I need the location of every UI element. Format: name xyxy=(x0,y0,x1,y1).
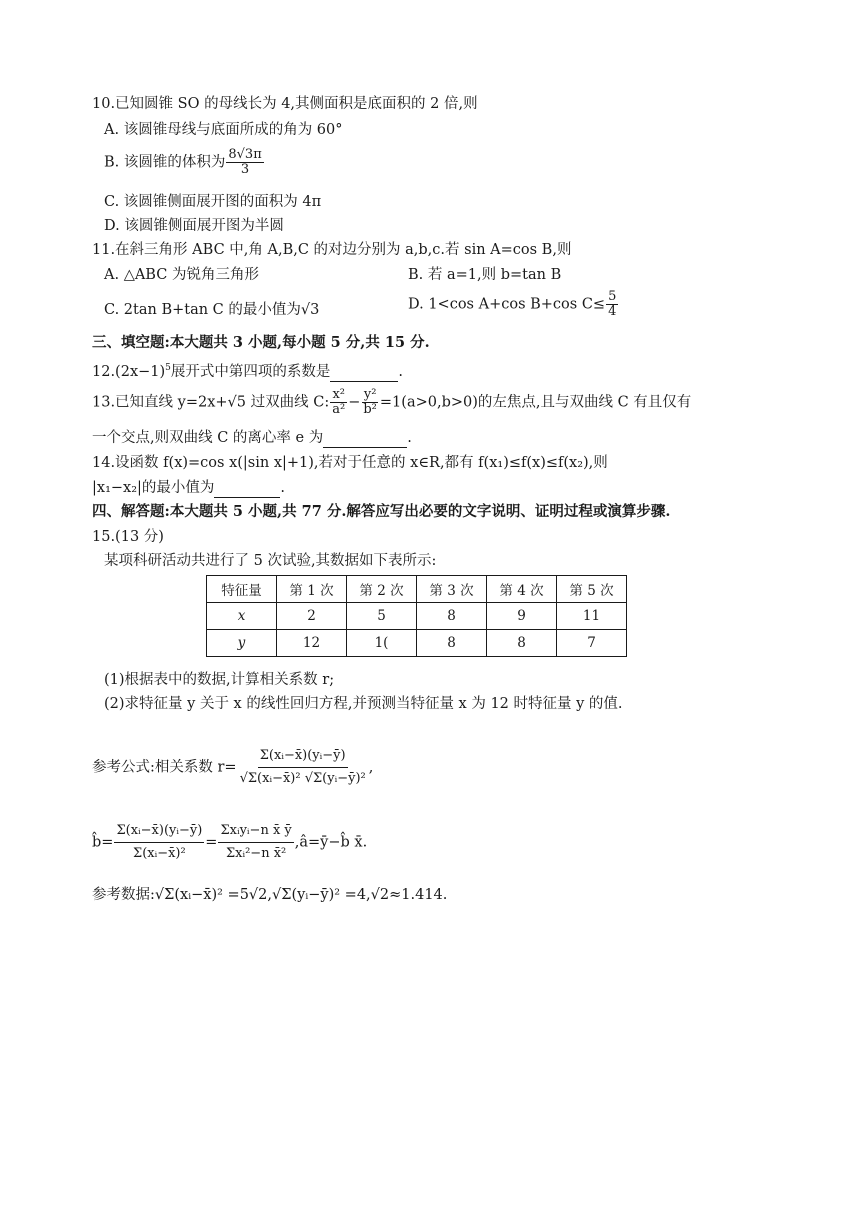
table-cell: 1( xyxy=(347,630,417,657)
q15-intro: 某项科研活动共进行了 5 次试验,其数据如下表所示: xyxy=(104,553,437,569)
table-header-cell: 特征量 xyxy=(207,576,277,603)
table-cell: 2 xyxy=(277,603,347,630)
table-row xyxy=(207,630,627,657)
fraction-numerator: 8√3π xyxy=(228,147,262,162)
q13-text-1: 13.已知直线 y=2x+√5 过双曲线 C: xyxy=(92,394,330,411)
section-4-heading: 四、解答题:本大题共 5 小题,共 77 分.解答应写出必要的文字说明、证明过程或演算步骤. xyxy=(92,503,671,520)
fraction-numerator: Σ(xᵢ−x̄)(yᵢ−ȳ) xyxy=(114,820,204,843)
equals-sign: = xyxy=(205,834,218,851)
table-cell: 12 xyxy=(277,630,347,657)
correlation-fraction xyxy=(238,745,368,790)
q10-option-c: C. 该圆锥侧面展开图的面积为 4π xyxy=(104,194,322,210)
table-header-cell: 第 3 次 xyxy=(417,576,487,603)
table-header-cell: 第 2 次 xyxy=(347,576,417,603)
table-header-cell: 第 5 次 xyxy=(557,576,627,603)
q13-text-2: =1(a>0,b>0)的左焦点,且与双曲线 C 有且仅有 xyxy=(379,394,692,411)
fraction-numerator: 5 xyxy=(608,289,617,304)
table-header-row xyxy=(207,576,627,603)
reference-data-label: 参考数据: xyxy=(92,887,155,903)
table-cell: 8 xyxy=(417,630,487,657)
q13-line1 xyxy=(92,388,691,417)
q14-period: . xyxy=(280,480,286,496)
b-hat-label: b̂= xyxy=(92,834,114,851)
fraction-denominator: 3 xyxy=(240,162,250,177)
section-3-heading: 三、填空题:本大题共 3 小题,每小题 5 分,共 15 分. xyxy=(92,334,430,351)
table-cell: 7 xyxy=(557,630,627,657)
q13-period: . xyxy=(407,430,412,446)
a-hat-formula: ,â=ȳ−b̂ x̄. xyxy=(294,834,368,851)
fraction-denominator: √Σ(xᵢ−x̄)² √Σ(yᵢ−ȳ)² xyxy=(239,771,366,786)
q15-label: 15.(13 分) xyxy=(92,529,164,545)
fraction-denominator: a² xyxy=(332,402,346,417)
table-cell: 9 xyxy=(487,603,557,630)
reference-data-x: √Σ(xᵢ−x̄)² =5√2 xyxy=(154,887,268,903)
q14-line1: 14.设函数 f(x)=cos x(|sin x|+1),若对于任意的 x∈R,都有 f(x₁)≤f(x)≤f(x₂),则 xyxy=(92,455,608,471)
q10-option-d: D. 该圆锥侧面展开图为半圆 xyxy=(104,218,284,234)
fraction-numerator: x² xyxy=(332,387,345,402)
table-row xyxy=(207,603,627,630)
q11-option-b: B. 若 a=1,则 b=tan B xyxy=(408,267,562,283)
b-hat-fraction-2 xyxy=(218,820,293,865)
q12-period: . xyxy=(398,363,403,380)
table-cell: 8 xyxy=(417,603,487,630)
q12 xyxy=(92,358,403,382)
b-hat-fraction-1 xyxy=(114,820,204,865)
q12-exponent: 5 xyxy=(165,363,171,373)
q14-line2 xyxy=(92,478,285,498)
fraction-numerator: Σ(xᵢ−x̄)(yᵢ−ȳ) xyxy=(258,745,348,768)
fraction-denominator: b² xyxy=(363,402,377,417)
q12-text: 展开式中第四项的系数是 xyxy=(170,363,331,380)
table-cell: 5 xyxy=(347,603,417,630)
q13-text-3: 一个交点,则双曲线 C 的离心率 e 为 xyxy=(92,430,324,446)
table-cell: 8 xyxy=(487,630,557,657)
q10-option-a: A. 该圆锥母线与底面所成的角为 60° xyxy=(104,122,343,138)
data-table xyxy=(206,575,627,657)
formula-r xyxy=(92,745,373,790)
q13-line2 xyxy=(92,428,412,448)
fraction-denominator: Σ(xᵢ−x̄)² xyxy=(133,846,186,861)
fraction-denominator: Σxᵢ²−n x̄² xyxy=(225,846,287,861)
q12-answer-blank[interactable] xyxy=(330,365,398,382)
q10-stem: 10.已知圆锥 SO 的母线长为 4,其侧面积是底面积的 2 倍,则 xyxy=(92,96,478,112)
reference-data xyxy=(92,885,447,905)
fraction-numerator: y² xyxy=(363,387,377,402)
q14-answer-blank[interactable] xyxy=(214,481,280,498)
minus-sign: − xyxy=(348,394,361,411)
formula-b-hat xyxy=(92,820,367,865)
formula-label: 参考公式:相关系数 r= xyxy=(92,759,237,776)
q14-text: |x₁−x₂|的最小值为 xyxy=(92,480,215,496)
table-cell: 11 xyxy=(557,603,627,630)
q11-five-quarters-fraction xyxy=(606,290,618,319)
q10-volume-fraction xyxy=(226,148,263,177)
q10-option-b-text: B. 该圆锥的体积为 xyxy=(104,154,226,171)
q10-option-b xyxy=(104,148,265,177)
q15-part-2: (2)求特征量 y 关于 x 的线性回归方程,并预测当特征量 x 为 12 时特征量 y 的值. xyxy=(104,696,623,712)
table-header-cell: 第 1 次 xyxy=(277,576,347,603)
q11-option-d-text: D. 1<cos A+cos B+cos C≤ xyxy=(408,296,606,313)
q15-part-1: (1)根据表中的数据,计算相关系数 r; xyxy=(104,672,335,688)
table-cell: y xyxy=(207,630,277,657)
q13-y-fraction xyxy=(361,388,379,417)
table-cell: x xyxy=(207,603,277,630)
q11-option-c: C. 2tan B+tan C 的最小值为√3 xyxy=(104,302,320,318)
reference-data-y: ,√Σ(yᵢ−ȳ)² =4,√2≈1.414. xyxy=(267,887,448,903)
comma: , xyxy=(368,759,374,776)
q13-x-fraction xyxy=(330,388,347,417)
fraction-numerator: Σxᵢyᵢ−n x̄ ȳ xyxy=(218,820,293,843)
q11-option-d xyxy=(408,290,619,319)
q12-binomial: 12.(2x−1) xyxy=(92,363,166,380)
q13-answer-blank[interactable] xyxy=(323,431,407,448)
q11-stem: 11.在斜三角形 ABC 中,角 A,B,C 的对边分别为 a,b,c.若 sin A=cos B,则 xyxy=(92,242,572,258)
table-header-cell: 第 4 次 xyxy=(487,576,557,603)
q11-option-a: A. △ABC 为锐角三角形 xyxy=(104,267,259,283)
fraction-denominator: 4 xyxy=(608,304,617,319)
